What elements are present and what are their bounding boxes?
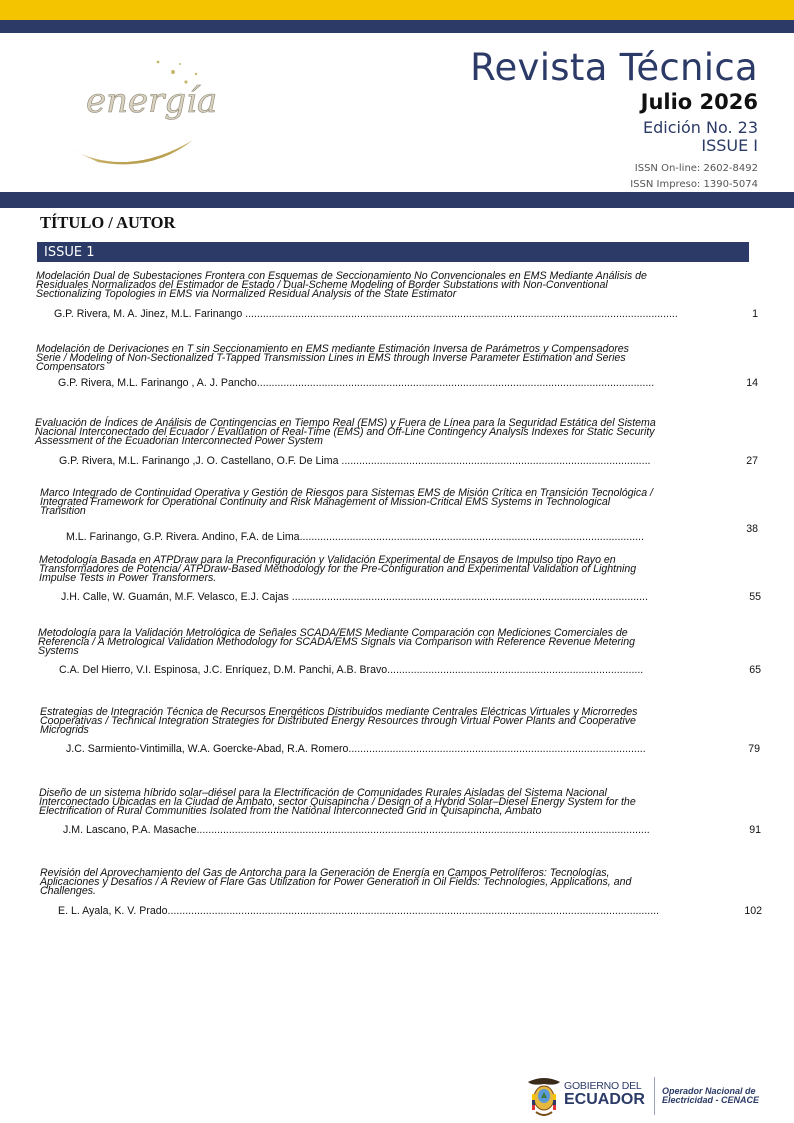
journal-title: Revista Técnica	[470, 46, 758, 89]
operator-line2: Electricidad - CENACE	[662, 1095, 760, 1105]
edition-number: Edición No. 23	[643, 118, 758, 137]
entry-page: 1	[752, 308, 758, 320]
government-logo	[526, 1074, 776, 1120]
entry-page: 27	[746, 455, 758, 467]
entry-title[interactable]: Evaluación de Índices de Análisis de Contingencias en Tiempo Real (EMS) y Fuera de Línea para la Seguridad Estática del Sistema Nacional Interconectado del Ecuador / Evaluation of Real-Time (EMS) and Off-Line Contingency Analysis Indexes for Static Security Assessment of the Ecuadorian Interconnected Power System	[35, 417, 656, 447]
energia-logo	[58, 44, 238, 174]
issue-date: Julio 2026	[640, 90, 758, 114]
entry-page: 102	[744, 905, 762, 917]
masthead	[470, 46, 758, 193]
operator-line1: Operador Nacional de	[662, 1086, 756, 1096]
issn-print: ISSN Impreso: 1390-5074	[630, 179, 758, 190]
toc-heading: TÍTULO / AUTOR	[40, 213, 176, 232]
entry-page: 79	[748, 743, 760, 755]
entry-authors: G.P. Rivera, M.L. Farinango ,J. O. Castellano, O.F. De Lima .........................................................................................................	[59, 455, 651, 467]
entry-authors: G.P. Rivera, M.L. Farinango , A. J. Pancho.......................................................................................................................................	[58, 377, 655, 389]
entry-authors: J.M. Lascano, P.A. Masache..........................................................................................................................................................	[63, 824, 650, 836]
issue-number: ISSUE I	[701, 136, 758, 155]
entry-authors: E. L. Ayala, K. V. Prado.......................................................................................................................................................................	[58, 905, 660, 917]
entry-title[interactable]: Diseño de un sistema híbrido solar–diésel para la Electrificación de Comunidades Rurales Aisladas del Sistema Nacional Interconectado Ubicadas en la Ciudad de Ambato, sector Quisapincha / Design of a Hybrid Solar–Diesel Energy System for the Electrification of Rural Communities Isolated from the National Interconnected Grid in Quisapincha, Ambato	[39, 787, 636, 817]
entry-page: 38	[746, 523, 758, 535]
entry-title[interactable]: Modelación Dual de Subestaciones Frontera con Esquemas de Seccionamiento No Convencionales en EMS Mediante Análisis de Residuales Normalizados del Estimador de Estado / Dual-Scheme Modeling of Border Substations with Non-Conventional Sectionalizing Topologies in EMS via Normalized Residual Analysis of the State Estimator	[36, 270, 647, 300]
issue-bar	[37, 242, 749, 262]
entry-authors: J.C. Sarmiento-Vintimilla, W.A. Goercke-Abad, R.A. Romero.....................................................................................................	[66, 743, 646, 755]
entry-authors: J.H. Calle, W. Guamán, M.F. Velasco, E.J. Cajas .........................................................................................................................	[61, 591, 648, 603]
entry-title[interactable]: Metodología Basada en ATPDraw para la Preconfiguración y Validación Experimental de Ensayos de Impulso tipo Rayo en Transformadores de Potencia/ ATPDraw-Based Methodology for the Pre-Configuration and Experimental Validation of Lightning Impulse Tests in Power Transformers.	[39, 554, 637, 584]
top-navy-band	[0, 20, 794, 33]
top-yellow-band	[0, 0, 794, 20]
gov-line2: ECUADOR	[564, 1091, 645, 1108]
entry-title[interactable]: Modelación de Derivaciones en T sin Seccionamiento en EMS mediante Estimación Inversa de Parámetros y Compensadores Serie / Modeling of Non-Sectionalized T-Tapped Transmission Lines in EMS through Inverse Parameter Estimation and Series Compensators	[36, 343, 629, 373]
issn-online: ISSN On-line: 2602-8492	[634, 163, 758, 174]
coat-of-arms-icon	[526, 1074, 562, 1118]
gov-line1: GOBIERNO DEL	[564, 1080, 642, 1092]
entry-title[interactable]: Metodología para la Validación Metrológica de Señales SCADA/EMS Mediante Comparación con Mediciones Comerciales de Referencia / A Metrological Validation Methodology for SCADA/EMS Signals via Comparison with Reference Revenue Metering Systems	[38, 627, 636, 657]
entry-title[interactable]: Estrategias de Integración Técnica de Recursos Energéticos Distribuidos mediante Centrales Eléctricas Virtuales y Microrredes Cooperativas / Technical Integration Strategies for Distributed Energy Resources through Virtual Power Plants and Cooperative Microgrids	[40, 706, 638, 736]
entry-authors: M.L. Farinango, G.P. Rivera. Andino, F.A. de Lima.....................................................................................................................	[66, 531, 644, 543]
entry-title[interactable]: Revisión del Aprovechamiento del Gas de Antorcha para la Generación de Energía en Campos Petrolíferos: Tecnologías, Aplicaciones y Desafíos / A Review of Flare Gas Utilization for Power Generation in Oil Fields: Technologies, Applications, and Challenges.	[40, 867, 632, 897]
entry-page: 55	[749, 591, 761, 603]
mid-navy-band	[0, 192, 794, 208]
logo-text: energía	[86, 81, 218, 121]
entry-page: 14	[746, 377, 758, 389]
entry-title[interactable]: Marco Integrado de Continuidad Operativa y Gestión de Riesgos para Sistemas EMS de Misión Crítica en Transición Tecnológica / Integrated Framework for Operational Continuity and Risk Management of Mission-Critical EMS Systems in Technological Transition	[40, 487, 653, 517]
issue-label: ISSUE 1	[44, 245, 95, 260]
entry-authors: C.A. Del Hierro, V.I. Espinosa, J.C. Enríquez, D.M. Panchi, A.B. Bravo.......................................................................................	[59, 664, 644, 676]
entry-authors: G.P. Rivera, M. A. Jinez, M.L. Farinango ...................................................................................................................................................	[54, 308, 678, 320]
footer-divider	[654, 1077, 655, 1115]
entry-page: 91	[749, 824, 761, 836]
entry-page: 65	[749, 664, 761, 676]
